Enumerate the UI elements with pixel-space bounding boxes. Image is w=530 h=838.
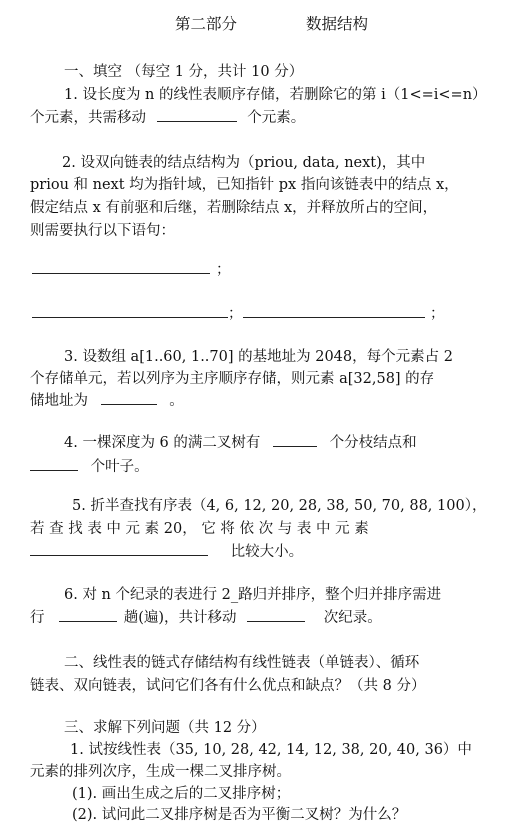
section1-score: （每空 1 分，共计 10 分）	[126, 64, 304, 80]
q2-semicolon-1: ；	[216, 262, 231, 278]
q2-semicolon-2: ；	[228, 306, 243, 322]
q2-blank-2[interactable]	[32, 317, 228, 318]
q1-line1: 1. 设长度为 n 的线性表顺序存储，若删除它的第 i（1<=i<=n）	[64, 87, 487, 103]
q2-blank-1[interactable]	[32, 273, 210, 274]
q4-text-2: 个分枝结点和	[329, 435, 417, 451]
q6-text-2: 趟(遍)，共计移动	[123, 610, 237, 626]
q1-tail: 个元素。	[247, 110, 306, 126]
subject-title: 数据结构	[306, 15, 369, 33]
q1-blank[interactable]	[157, 120, 237, 122]
q2-line2: priou 和 next 均为指针域，已知指针 px 指向该链表中的结点 x，	[30, 177, 459, 193]
q3-text: 储地址为	[30, 393, 88, 409]
q5-tail: 比较大小。	[230, 544, 304, 560]
q4-blank-2[interactable]	[30, 469, 78, 471]
q6-blank-1[interactable]	[59, 620, 117, 622]
q2-blank-3[interactable]	[243, 317, 425, 318]
q3-tail: 。	[169, 393, 184, 409]
q5-line2: 若 查 找 表 中 元 素 20， 它 将 依 次 与 表 中 元 素	[30, 521, 369, 537]
section2-line1: 二、线性表的链式存储结构有线性链表（单链表）、循环	[64, 655, 420, 671]
part-title: 第二部分	[175, 15, 238, 33]
section3-q1-line2: 元素的排列次序，生成一棵二叉排序树。	[30, 764, 291, 780]
q5-blank[interactable]	[30, 554, 208, 556]
q6-line1: 6. 对 n 个纪录的表进行 2_路归并排序，整个归并排序需进	[64, 587, 442, 603]
section2-line2: 链表、双向链表，试问它们各有什么优点和缺点？（共 8 分）	[30, 678, 426, 694]
q6-blank-2[interactable]	[247, 620, 305, 622]
q6-text-3: 次纪录。	[323, 610, 382, 626]
section1-title	[64, 60, 303, 81]
q2-line4: 则需要执行以下语句：	[30, 223, 175, 239]
section1-heading: 一、填空	[64, 64, 122, 80]
q2-semicolon-3: ；	[430, 306, 445, 322]
section3-part2: (2). 试问此二叉排序树是否为平衡二叉树？为什么？	[72, 807, 407, 823]
q4-line2	[30, 455, 149, 476]
q6-line2	[30, 606, 382, 627]
section3-q1-line1: 1. 试按线性表（35, 10, 28, 42, 14, 12, 38, 20, 40, 36）中	[70, 742, 472, 758]
q5-line1: 5. 折半查找有序表（4, 6, 12, 20, 28, 38, 50, 70, 88, 100），	[72, 498, 487, 514]
q5-line3	[30, 540, 303, 561]
q3-line2: 个存储单元，若以列序为主序顺序存储，则元素 a[32,58] 的存	[30, 371, 435, 387]
section3-title: 三、求解下列问题（共 12 分）	[64, 720, 266, 736]
q2-line3: 假定结点 x 有前驱和后继，若删除结点 x，并释放所占的空间，	[30, 200, 438, 216]
q2-line1: 2. 设双向链表的结点结构为（priou, data, next)，其中	[62, 155, 426, 171]
q3-blank[interactable]	[101, 403, 157, 405]
q4-tail: 个叶子。	[90, 459, 149, 475]
q4-text: 4. 一棵深度为 6 的满二叉树有	[64, 435, 261, 451]
q4-blank-1[interactable]	[273, 445, 317, 447]
q3-line1: 3. 设数组 a[1..60, 1..70] 的基地址为 2048，每个元素占 2	[64, 349, 453, 365]
q3-line3	[30, 389, 184, 410]
q1-line2	[30, 106, 305, 127]
q1-text: 个元素，共需移动	[30, 110, 146, 126]
section3-part1: (1). 画出生成之后的二叉排序树；	[72, 786, 291, 802]
q6-text-1: 行	[30, 610, 45, 626]
q4-line1	[64, 431, 417, 452]
